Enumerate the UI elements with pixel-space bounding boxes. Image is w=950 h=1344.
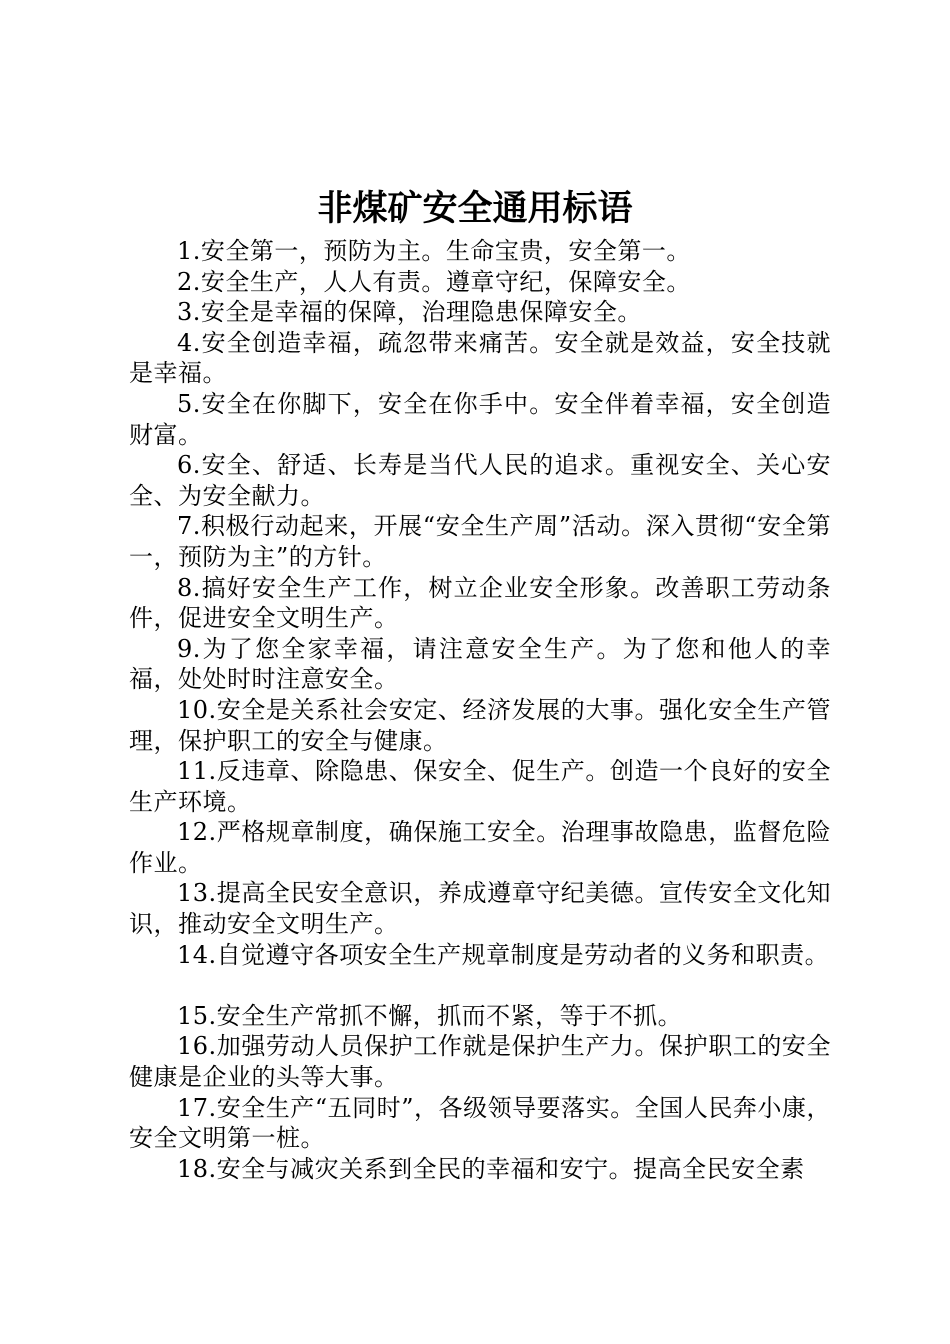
slogan-item-8: 8.搞好安全生产工作，树立企业安全形象。改善职工劳动条件，促进安全文明生产。 xyxy=(129,573,831,633)
slogan-list xyxy=(129,236,831,1184)
slogan-item-7: 7.积极行动起来，开展“安全生产周”活动。深入贯彻“安全第一，预防为主”的方针。 xyxy=(129,512,831,571)
slogan-item-2: 2.安全生产，人人有责。遵章守纪，保障安全。 xyxy=(177,267,691,296)
slogan-item-18: 18.安全与减灾关系到全民的幸福和安宁。提高全民安全素 xyxy=(177,1154,805,1183)
slogan-item-4: 4.安全创造幸福，疏忽带来痛苦。安全就是效益，安全技就是幸福。 xyxy=(129,328,831,388)
slogan-item-5: 5.安全在你脚下，安全在你手中。安全伴着幸福，安全创造财富。 xyxy=(129,389,831,449)
slogan-item-13: 13.提高全民安全意识，养成遵章守纪美德。宣传安全文化知识，推动安全文明生产。 xyxy=(129,879,831,939)
slogan-item-15: 15.安全生产常抓不懈，抓而不紧，等于不抓。 xyxy=(177,1001,683,1030)
slogan-item-6: 6.安全、舒适、长寿是当代人民的追求。重视安全、关心安全、为安全献力。 xyxy=(129,451,831,510)
slogan-item-3: 3.安全是幸福的保障，治理隐患保障安全。 xyxy=(177,298,642,327)
slogan-item-16: 16.加强劳动人员保护工作就是保护生产力。保护职工的安全健康是企业的头等大事。 xyxy=(129,1032,831,1092)
slogan-item-1: 1.安全第一，预防为主。生命宝贵，安全第一。 xyxy=(177,237,691,265)
slogan-item-14: 14.自觉遵守各项安全生产规章制度是劳动者的义务和职责。 xyxy=(177,940,830,969)
document-title: 非煤矿安全通用标语 xyxy=(317,188,633,229)
slogan-item-10: 10.安全是关系社会安定、经济发展的大事。强化安全生产管理，保护职工的安全与健康。 xyxy=(129,695,831,755)
slogan-item-9: 9.为了您全家幸福，请注意安全生产。为了您和他人的幸福，处处时时注意安全。 xyxy=(129,634,831,694)
slogan-item-17: 17.安全生产“五同时”，各级领导要落实。全国人民奔小康，安全文明第一桩。 xyxy=(129,1093,831,1153)
slogan-item-11: 11.反违章、除隐患、保安全、促生产。创造一个良好的安全生产环境。 xyxy=(129,757,831,816)
slogan-item-12: 12.严格规章制度，确保施工安全。治理事故隐患，监督危险作业。 xyxy=(129,818,831,877)
